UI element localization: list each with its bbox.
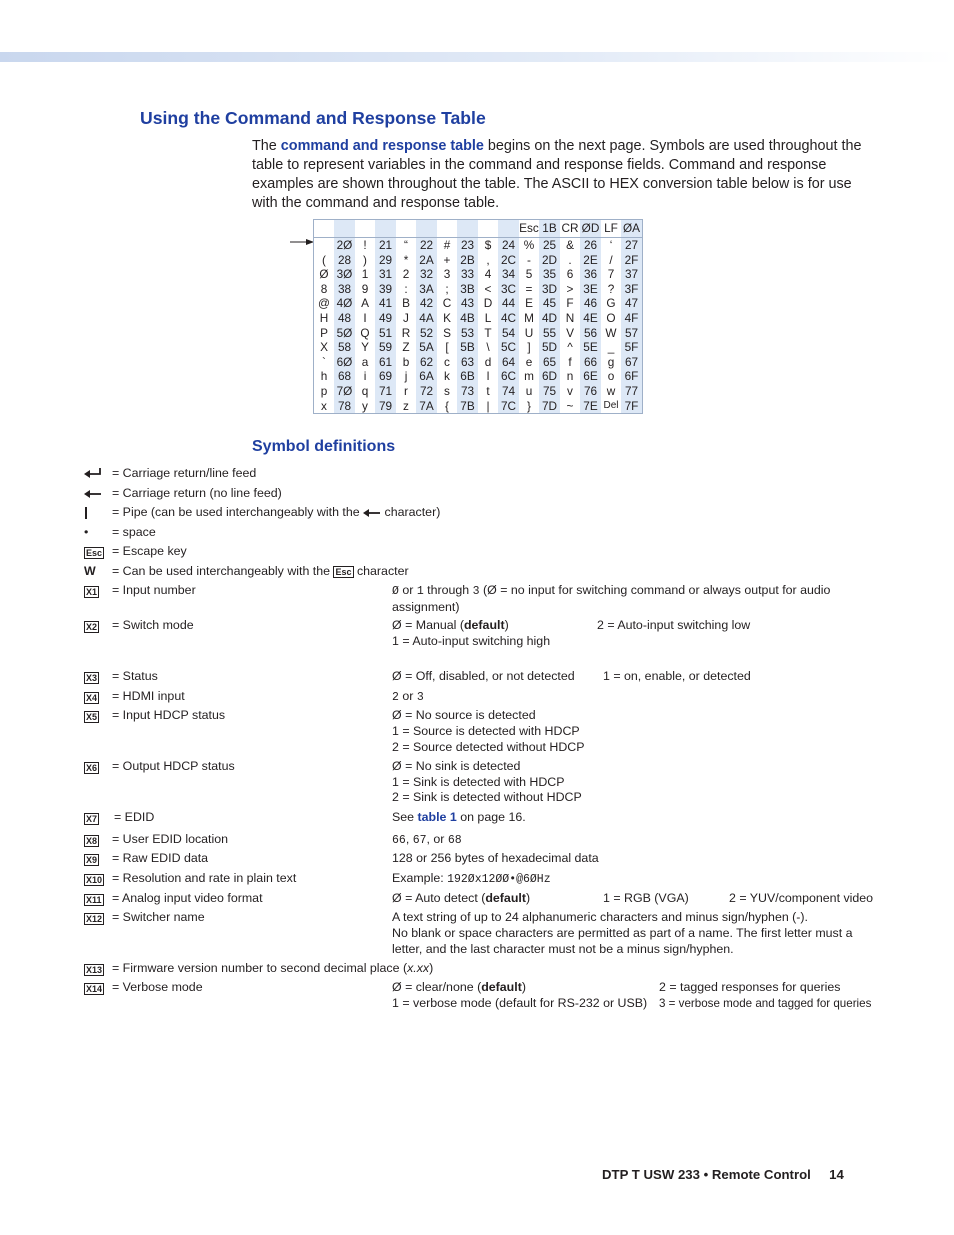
hex-cell: ØD [580,220,601,238]
char-cell: - [527,252,531,267]
char-cell: ^ [567,340,573,355]
char-cell: 8 [320,281,328,296]
hex-cell: 72 [416,384,437,399]
char-cell: = [525,281,533,296]
char-cell: “ [404,238,408,252]
char-cell: i [363,369,367,384]
hex-cell: 41 [375,296,396,311]
char-cell: U [524,325,534,340]
char-cell: b [402,354,410,369]
hex-cell: 5D [539,340,560,355]
char-cell: / [609,252,613,267]
header-band [0,52,954,62]
char-cell: L [484,310,492,325]
char-cell: $ [484,238,492,252]
char-cell: : [404,281,408,296]
char-cell: ] [527,340,531,355]
char-cell: & [566,238,574,252]
hex-cell: 23 [457,238,478,253]
char-cell: h [320,369,328,384]
char-cell: | [486,398,490,413]
hex-cell: 64 [498,355,519,370]
hex-cell [375,220,396,238]
char-cell: Ø [319,267,329,282]
char-cell: Esc [519,220,539,238]
char-cell [437,220,457,238]
hex-cell: 38 [334,282,355,297]
footer-title: DTP T USW 233 • Remote Control [602,1167,811,1182]
char-cell: 5 [525,267,533,282]
hex-cell: 4A [416,311,437,326]
char-cell: E [525,296,533,311]
char-cell: s [444,383,450,398]
table-1-link[interactable]: table 1 [417,810,457,824]
hex-cell: 2E [580,253,601,268]
char-cell: 7 [607,267,615,282]
char-cell [355,220,375,238]
char-cell: W [605,325,617,340]
hex-cell: 5E [580,340,601,355]
hex-cell: 56 [580,326,601,341]
hex-cell: 3B [457,282,478,297]
char-cell: ( [322,252,326,267]
char-cell: ~ [566,398,574,413]
char-cell: { [445,398,449,413]
char-cell: o [607,369,615,384]
char-cell: P [320,325,328,340]
hex-cell: 5F [621,340,643,355]
hex-cell: 34 [498,267,519,282]
intro-paragraph: The command and response table begins on the next page. Symbols are used throughout the table to represent variables in the command and response fields. Command and response examples are shown throughout the table. The ASCII to HEX conversion table below is for use with the command and response table. [252,138,862,211]
char-cell: # [443,238,451,252]
hex-cell: 62 [416,355,437,370]
hex-cell: 29 [375,253,396,268]
left-arrow-icon [84,488,102,500]
pipe-icon [85,507,87,519]
char-cell: X [320,340,328,355]
hex-cell: 6D [539,369,560,384]
hex-cell: 76 [580,384,601,399]
char-cell: D [483,296,493,311]
char-cell: e [525,354,533,369]
char-cell [396,220,416,238]
hex-cell: 49 [375,311,396,326]
hex-cell [498,220,519,238]
char-cell: \ [486,340,490,355]
char-cell: c [444,354,450,369]
hex-cell: 2D [539,253,560,268]
hex-cell: 53 [457,326,478,341]
hex-cell: 3E [580,282,601,297]
hex-cell [334,220,355,238]
hex-cell: 42 [416,296,437,311]
hex-cell: 57 [621,326,643,341]
char-cell: f [568,354,572,369]
char-cell: j [404,369,408,384]
hex-cell: 44 [498,296,519,311]
char-cell: ; [445,281,449,296]
hex-cell: 73 [457,384,478,399]
hex-cell: ØA [621,220,643,238]
hex-cell: 74 [498,384,519,399]
hex-cell: 7Ø [334,384,355,399]
char-cell: O [606,310,616,325]
char-cell: ! [363,238,367,252]
hex-cell: 6E [580,369,601,384]
char-cell: ‘ [609,238,613,252]
char-cell: q [361,383,369,398]
char-cell: S [443,325,451,340]
char-cell: m [524,369,534,384]
hex-cell: 25 [539,238,560,253]
hex-cell: 6F [621,369,643,384]
char-cell: x [321,398,327,413]
hex-cell: 4E [580,311,601,326]
hex-cell: 28 [334,253,355,268]
char-cell: N [565,310,575,325]
char-cell: 9 [361,281,369,296]
hex-cell: 75 [539,384,560,399]
hex-cell: 45 [539,296,560,311]
hex-cell: 58 [334,340,355,355]
hex-cell: 31 [375,267,396,282]
char-cell: ) [363,252,367,267]
char-cell: T [484,325,492,340]
char-cell: + [443,252,451,267]
char-cell: I [363,310,367,325]
hex-cell: 4C [498,311,519,326]
hex-cell: 69 [375,369,396,384]
hex-cell: 59 [375,340,396,355]
hex-cell: 39 [375,282,396,297]
hex-cell: 7E [580,399,601,414]
char-cell [314,220,335,238]
hex-cell: 21 [375,238,396,253]
hex-cell: 3A [416,282,437,297]
hex-cell: 5Ø [334,326,355,341]
hex-cell: 7D [539,399,560,414]
hex-cell: 5B [457,340,478,355]
hex-cell: 27 [621,238,643,253]
char-cell: 6 [566,267,574,282]
char-cell [314,238,335,253]
hex-cell: 2B [457,253,478,268]
char-cell: v [567,383,573,398]
esc-key-icon: Esc [335,567,352,577]
hex-cell: 4D [539,311,560,326]
hex-cell: 2F [621,253,643,268]
hex-cell: 77 [621,384,643,399]
char-cell: F [566,296,574,311]
char-cell: r [404,383,408,398]
hex-cell: 3C [498,282,519,297]
char-cell: G [606,296,616,311]
char-cell: g [607,354,615,369]
hex-cell: 6Ø [334,355,355,370]
char-cell: @ [318,296,330,311]
hex-cell: 54 [498,326,519,341]
hex-cell: 4F [621,311,643,326]
hex-cell: 3D [539,282,560,297]
hex-cell: 6C [498,369,519,384]
hex-cell [416,220,437,238]
char-cell: 1 [361,267,369,282]
char-cell: % [523,238,535,252]
hex-cell: 43 [457,296,478,311]
char-cell: y [362,398,368,413]
char-cell: _ [607,340,615,355]
char-cell: l [486,369,490,384]
page-number: 14 [829,1167,844,1182]
char-cell: 4 [484,267,492,282]
char-cell: n [566,369,574,384]
hex-cell [457,220,478,238]
hex-cell: 78 [334,399,355,414]
command-table-link[interactable]: command and response table [280,138,484,154]
char-cell: CR [560,220,580,238]
hex-cell: 47 [621,296,643,311]
hex-cell: 5C [498,340,519,355]
hex-cell: 36 [580,267,601,282]
page-footer [602,1167,844,1182]
hex-cell: 66 [580,355,601,370]
hex-cell: 6A [416,369,437,384]
hex-cell: 26 [580,238,601,253]
char-cell: 2 [402,267,410,282]
return-arrow-icon [84,468,102,480]
char-cell: V [566,325,574,340]
char-cell: k [444,369,450,384]
hex-cell: 24 [498,238,519,253]
char-cell: Y [361,340,369,355]
hex-cell: 22 [416,238,437,253]
char-cell: M [524,310,534,325]
char-cell: R [401,325,411,340]
hex-cell: 2Ø [334,238,355,253]
hex-cell: 6B [457,369,478,384]
char-cell: 3 [443,267,451,282]
hex-cell: 79 [375,399,396,414]
char-cell: K [443,310,451,325]
char-cell: p [320,383,328,398]
hex-cell: 5A [416,340,437,355]
hex-cell: 33 [457,267,478,282]
hex-cell: 7A [416,399,437,414]
char-cell: } [527,398,531,413]
hex-cell: 52 [416,326,437,341]
hex-cell: 51 [375,326,396,341]
char-cell: J [403,310,409,325]
hex-cell: 2C [498,253,519,268]
char-cell: Z [402,340,410,355]
char-cell [478,220,498,238]
left-arrow-icon [363,508,381,518]
char-cell: . [568,252,572,267]
char-cell: d [484,354,492,369]
char-cell: LF [601,220,621,238]
hex-cell: 2A [416,253,437,268]
char-cell: A [361,296,369,311]
hex-cell: 4B [457,311,478,326]
ascii-hex-table [313,219,643,414]
hex-cell: 67 [621,355,643,370]
symbols-heading: Symbol definitions [252,438,396,455]
hex-cell: 32 [416,267,437,282]
hex-cell: 7F [621,399,643,414]
char-cell: z [403,398,409,413]
hex-cell: 4Ø [334,296,355,311]
hex-cell: 61 [375,355,396,370]
char-cell: , [486,252,490,267]
hex-cell: 1B [539,220,560,238]
char-cell: [ [445,340,449,355]
char-cell: C [442,296,452,311]
hex-cell: 3Ø [334,267,355,282]
char-cell: a [361,354,369,369]
char-cell: t [486,383,490,398]
char-cell: w [606,383,616,398]
char-cell: < [484,281,492,296]
hex-cell: 3F [621,282,643,297]
hex-cell: 35 [539,267,560,282]
section-heading: Using the Command and Response Table [140,108,486,128]
char-cell: > [566,281,574,296]
esc-key-icon: Esc [86,548,103,558]
hex-cell: 48 [334,311,355,326]
hex-cell: 55 [539,326,560,341]
hex-cell: 37 [621,267,643,282]
hex-cell: 7B [457,399,478,414]
char-cell: Q [360,325,370,340]
hex-cell: 63 [457,355,478,370]
char-cell: ? [607,281,615,296]
char-cell: H [319,310,329,325]
hex-cell: 46 [580,296,601,311]
char-cell: * [403,252,409,267]
hex-cell: 65 [539,355,560,370]
hex-cell: 71 [375,384,396,399]
char-cell: u [525,383,533,398]
char-cell: Del [603,399,619,411]
hex-cell: 68 [334,369,355,384]
hex-cell: 7C [498,399,519,414]
char-cell: B [402,296,410,311]
char-cell: ` [322,354,326,369]
